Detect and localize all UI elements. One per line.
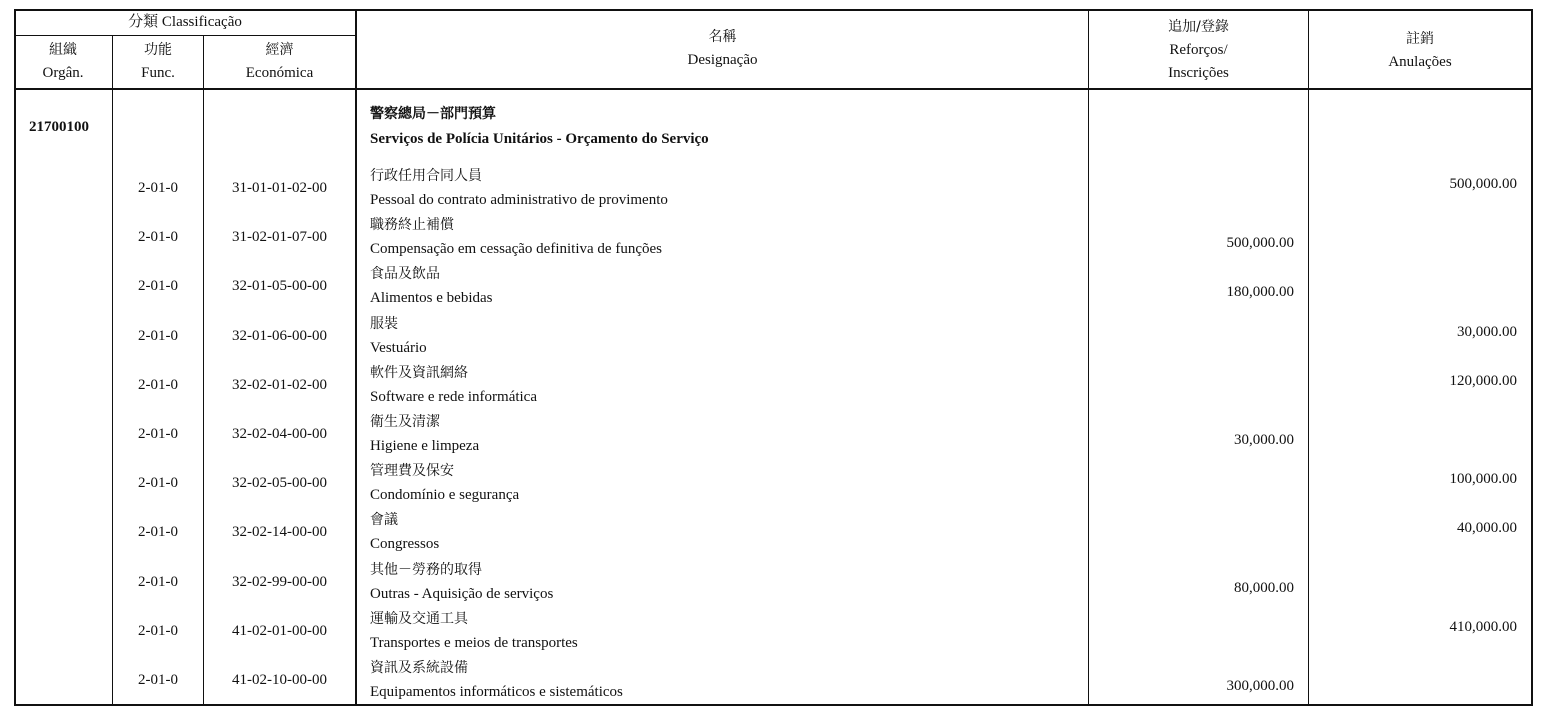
header-econ-pt: Económica <box>245 65 314 81</box>
item-name-pt: Alimentos e bebidas <box>370 290 493 306</box>
header-classification: 分類 Classificação <box>128 14 242 30</box>
cancel-amount: 40,000.00 <box>1457 520 1517 536</box>
item-name-pt: Compensação em cessação definitiva de funções <box>370 241 662 257</box>
col-border-func <box>203 35 204 706</box>
func-code: 2-01-0 <box>138 229 178 245</box>
func-code: 2-01-0 <box>138 623 178 639</box>
reinforce-amount: 180,000.00 <box>1226 284 1294 300</box>
econ-code: 32-02-99-00-00 <box>232 574 327 590</box>
item-name-zh: 會議 <box>370 512 398 528</box>
reinforce-amount: 80,000.00 <box>1234 580 1294 596</box>
econ-code: 32-02-14-00-00 <box>232 524 327 540</box>
cancel-amount: 100,000.00 <box>1449 471 1517 487</box>
func-code: 2-01-0 <box>138 475 178 491</box>
item-name-zh: 食品及飲品 <box>370 266 440 282</box>
col-border-designation <box>1088 9 1089 706</box>
header-reinforce-pt1: Reforços/ <box>1169 42 1228 58</box>
econ-code: 32-02-01-02-00 <box>232 377 327 393</box>
col-border-left <box>14 9 16 706</box>
header-reinforce-zh: 追加/登錄 <box>1168 19 1229 35</box>
item-name-zh: 資訊及系統設備 <box>370 660 468 676</box>
header-func-pt: Func. <box>141 65 175 81</box>
header-econ-zh: 經濟 <box>265 42 294 58</box>
item-name-zh: 軟件及資訊網絡 <box>370 365 468 381</box>
header-cancel-pt: Anulações <box>1388 54 1452 70</box>
item-name-pt: Vestuário <box>370 340 427 356</box>
organ-code: 21700100 <box>29 119 89 135</box>
cancel-amount: 410,000.00 <box>1449 619 1517 635</box>
table-top-border <box>14 9 1533 11</box>
item-name-pt: Congressos <box>370 536 440 552</box>
classification-divider <box>14 35 356 36</box>
header-designation-zh: 名稱 <box>708 29 737 45</box>
func-code: 2-01-0 <box>138 278 178 294</box>
header-designation-pt: Designação <box>687 52 758 68</box>
item-name-pt: Pessoal do contrato administrativo de provimento <box>370 192 668 208</box>
item-name-pt: Software e rede informática <box>370 389 537 405</box>
item-name-pt: Equipamentos informáticos e sistemáticos <box>370 684 623 700</box>
item-name-pt: Higiene e limpeza <box>370 438 480 454</box>
cancel-amount: 30,000.00 <box>1457 324 1517 340</box>
item-name-zh: 其他－勞務的取得 <box>370 562 482 578</box>
header-func-zh: 功能 <box>144 42 172 58</box>
reinforce-amount: 30,000.00 <box>1234 432 1294 448</box>
item-name-zh: 運輸及交通工具 <box>370 611 468 627</box>
item-name-zh: 衛生及清潔 <box>370 414 440 430</box>
econ-code: 41-02-10-00-00 <box>232 672 327 688</box>
econ-code: 32-01-05-00-00 <box>232 278 327 294</box>
item-name-zh: 服裝 <box>370 316 398 332</box>
func-code: 2-01-0 <box>138 377 178 393</box>
cancel-amount: 120,000.00 <box>1449 373 1517 389</box>
reinforce-amount: 300,000.00 <box>1226 678 1294 694</box>
item-name-pt: Condomínio e segurança <box>370 487 520 503</box>
reinforce-amount: 500,000.00 <box>1226 235 1294 251</box>
econ-code: 41-02-01-00-00 <box>232 623 327 639</box>
func-code: 2-01-0 <box>138 426 178 442</box>
header-bottom-border <box>14 88 1533 90</box>
cancel-amount: 500,000.00 <box>1449 176 1517 192</box>
item-name-zh: 職務終止補償 <box>370 217 454 233</box>
func-code: 2-01-0 <box>138 672 178 688</box>
func-code: 2-01-0 <box>138 328 178 344</box>
econ-code: 32-01-06-00-00 <box>232 328 327 344</box>
col-border-econ <box>355 9 357 706</box>
section-title-pt: Serviços de Polícia Unitários - Orçamento do Serviço <box>370 131 709 147</box>
econ-code: 32-02-05-00-00 <box>232 475 327 491</box>
col-border-right <box>1531 9 1533 706</box>
col-border-reinforce <box>1308 9 1309 706</box>
func-code: 2-01-0 <box>138 524 178 540</box>
item-name-pt: Outras - Aquisição de serviços <box>370 586 554 602</box>
econ-code: 31-02-01-07-00 <box>232 229 327 245</box>
header-organ-zh: 組織 <box>49 42 77 58</box>
econ-code: 31-01-01-02-00 <box>232 180 327 196</box>
item-name-pt: Transportes e meios de transportes <box>370 635 578 651</box>
section-title-zh: 警察總局－部門預算 <box>370 106 496 122</box>
item-name-zh: 管理費及保安 <box>370 463 454 479</box>
func-code: 2-01-0 <box>138 180 178 196</box>
col-border-organ <box>112 35 113 706</box>
econ-code: 32-02-04-00-00 <box>232 426 327 442</box>
item-name-zh: 行政任用合同人員 <box>370 168 482 184</box>
header-reinforce-pt2: Inscrições <box>1168 65 1229 81</box>
header-organ-pt: Orgân. <box>42 65 84 81</box>
func-code: 2-01-0 <box>138 574 178 590</box>
table-bottom-border <box>14 704 1533 706</box>
header-cancel-zh: 註銷 <box>1406 31 1434 47</box>
